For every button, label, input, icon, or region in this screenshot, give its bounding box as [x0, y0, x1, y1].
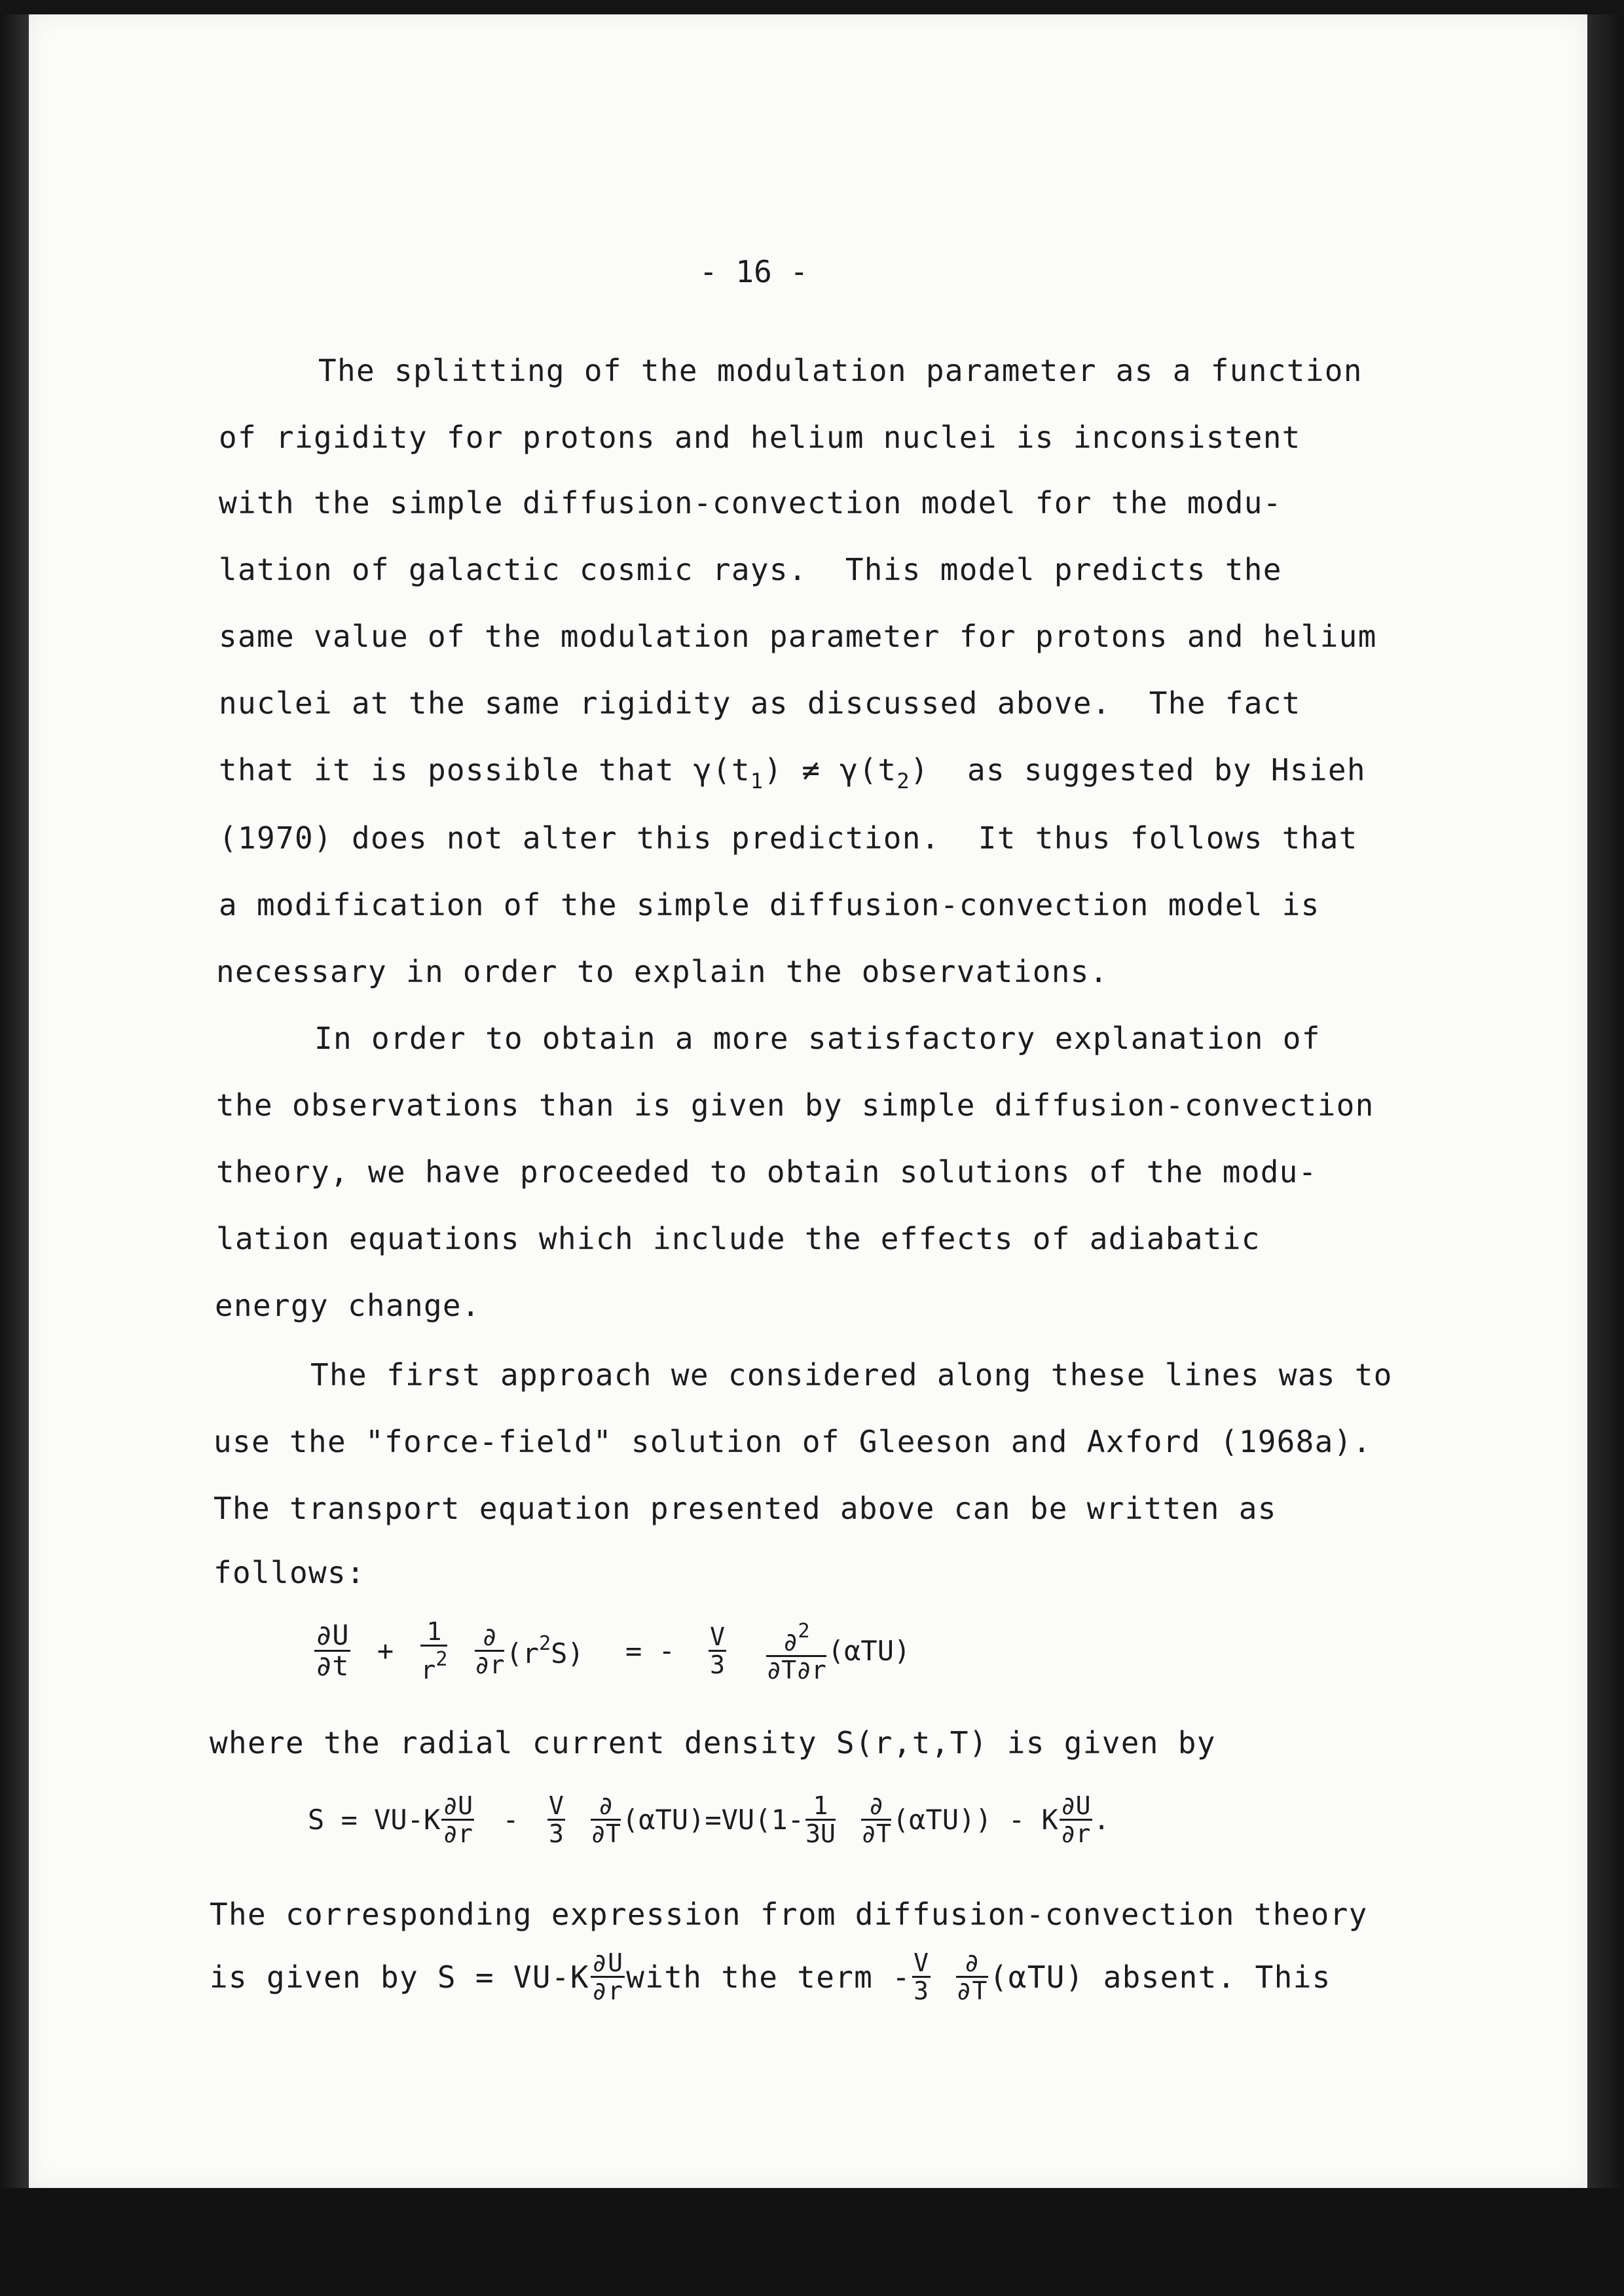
subscript: 2 [896, 769, 910, 793]
text-line: nuclei at the same rigidity as discussed above. The fact [219, 685, 1301, 721]
text-line: use the "force-field" solution of Gleeson and Axford (1968a). [213, 1424, 1372, 1459]
line-segment: ) as suggested by Hsieh [910, 752, 1366, 788]
text-line-with-gamma [219, 752, 1366, 799]
numerator: ∂U [591, 1948, 624, 1977]
numerator: ∂U [316, 1619, 349, 1651]
fraction [547, 1793, 565, 1847]
numerator: ∂ [591, 1793, 621, 1821]
argument: (αTU) [827, 1635, 911, 1667]
text-line: lation of galactic cosmic rays. This model predicts the [219, 552, 1282, 587]
text-line: the observations than is given by simple diffusion-convection [216, 1087, 1375, 1123]
fraction [475, 1624, 505, 1678]
line-segment: that it is possible that γ(t [219, 752, 750, 788]
numerator: ∂ [861, 1793, 891, 1821]
numerator: V [548, 1791, 564, 1820]
fraction [591, 1793, 621, 1847]
numerator: ∂U [443, 1791, 473, 1820]
text-line: a modification of the simple diffusion-convection model is [219, 887, 1320, 922]
scan-right-edge [1587, 14, 1624, 2188]
subscript: 1 [750, 769, 764, 793]
scan-bottom-edge [0, 2188, 1624, 2296]
superscript: 2 [435, 1648, 448, 1671]
fraction [420, 1618, 447, 1683]
denominator: ∂r [591, 1977, 624, 2005]
text-line: with the simple diffusion-convection model for the modu- [219, 485, 1282, 520]
text-line: The corresponding expression from diffusion-convection theory [210, 1897, 1368, 1932]
equation-text: . [1093, 1804, 1110, 1836]
text-line: The splitting of the modulation parameter as a function [318, 353, 1363, 388]
fraction [956, 1950, 987, 2004]
text-line: (1970) does not alter this prediction. It thus follows that [219, 820, 1358, 856]
text-line: lation equations which include the effects of adiabatic [216, 1221, 1261, 1256]
operator: - [502, 1804, 519, 1836]
denominator: 3U [805, 1819, 836, 1848]
denominator: ∂T [591, 1819, 621, 1848]
transport-equation [313, 1618, 910, 1683]
numerator: 1 [805, 1793, 836, 1821]
page-number: - 16 - [699, 254, 809, 289]
line-segment: ) ≠ γ(t [764, 752, 897, 788]
text-line: In order to obtain a more satisfactory explanation of [314, 1021, 1321, 1056]
fraction [912, 1950, 931, 2004]
operator: = - [625, 1635, 675, 1667]
text-line: The transport equation presented above can be written as [213, 1491, 1277, 1526]
argument [506, 1632, 583, 1669]
denominator: ∂T [861, 1819, 891, 1848]
fraction [766, 1618, 826, 1683]
denominator: ∂r [1060, 1819, 1091, 1848]
text-line: theory, we have proceeded to obtain solutions of the modu- [216, 1154, 1318, 1190]
line-segment: (αTU) absent. This [989, 1959, 1331, 1995]
superscript: 2 [539, 1632, 551, 1655]
text-line: necessary in order to explain the observations. [216, 954, 1109, 989]
line-segment: is given by S = VU-K [210, 1959, 589, 1995]
line-segment: with the term - [626, 1959, 912, 1995]
numerator: V [710, 1622, 726, 1651]
numerator: ∂U [1060, 1791, 1091, 1820]
argument-text: (r [506, 1637, 540, 1669]
denominator: ∂t [316, 1650, 349, 1682]
denominator [420, 1647, 447, 1683]
denominator: ∂T [956, 1977, 988, 2005]
numerator: V [913, 1948, 930, 1977]
numerator: ∂ [956, 1950, 987, 1978]
fraction [314, 1621, 350, 1681]
fraction [805, 1793, 836, 1847]
fraction [1060, 1793, 1092, 1847]
numerator [766, 1618, 826, 1657]
denominator: ∂r [443, 1819, 473, 1848]
denominator: 3 [913, 1977, 930, 2005]
equation-text: S = VU-K [308, 1804, 441, 1836]
text-line: where the radial current density S(r,t,T) is given by [210, 1725, 1216, 1760]
text-line: of rigidity for protons and helium nuclei is inconsistent [219, 420, 1301, 455]
denominator: 3 [710, 1650, 726, 1679]
current-density-equation [308, 1793, 1110, 1847]
fraction [709, 1624, 726, 1678]
denominator-base: r [420, 1656, 436, 1685]
text-line: follows: [213, 1555, 365, 1590]
equation-text: (αTU)=VU(1- [621, 1804, 805, 1836]
fraction [441, 1793, 474, 1847]
denominator: 3 [548, 1819, 564, 1848]
text-line: same value of the modulation parameter for protons and helium [219, 619, 1377, 654]
text-line-with-math [210, 1950, 1331, 2004]
numerator: 1 [420, 1618, 447, 1647]
argument-text: S) [551, 1637, 584, 1669]
denominator: ∂r [474, 1650, 505, 1679]
fraction [591, 1950, 625, 2004]
numerator: ∂ [475, 1624, 505, 1652]
denominator: ∂T∂r [766, 1656, 826, 1685]
superscript: 2 [798, 1620, 810, 1643]
equation-text: (αTU)) - K [892, 1804, 1058, 1836]
text-line: The first approach we considered along these lines was to [310, 1357, 1393, 1393]
fraction [861, 1793, 891, 1847]
operator: + [377, 1635, 394, 1667]
numerator-base: ∂ [783, 1628, 798, 1656]
text-line: energy change. [215, 1288, 481, 1323]
